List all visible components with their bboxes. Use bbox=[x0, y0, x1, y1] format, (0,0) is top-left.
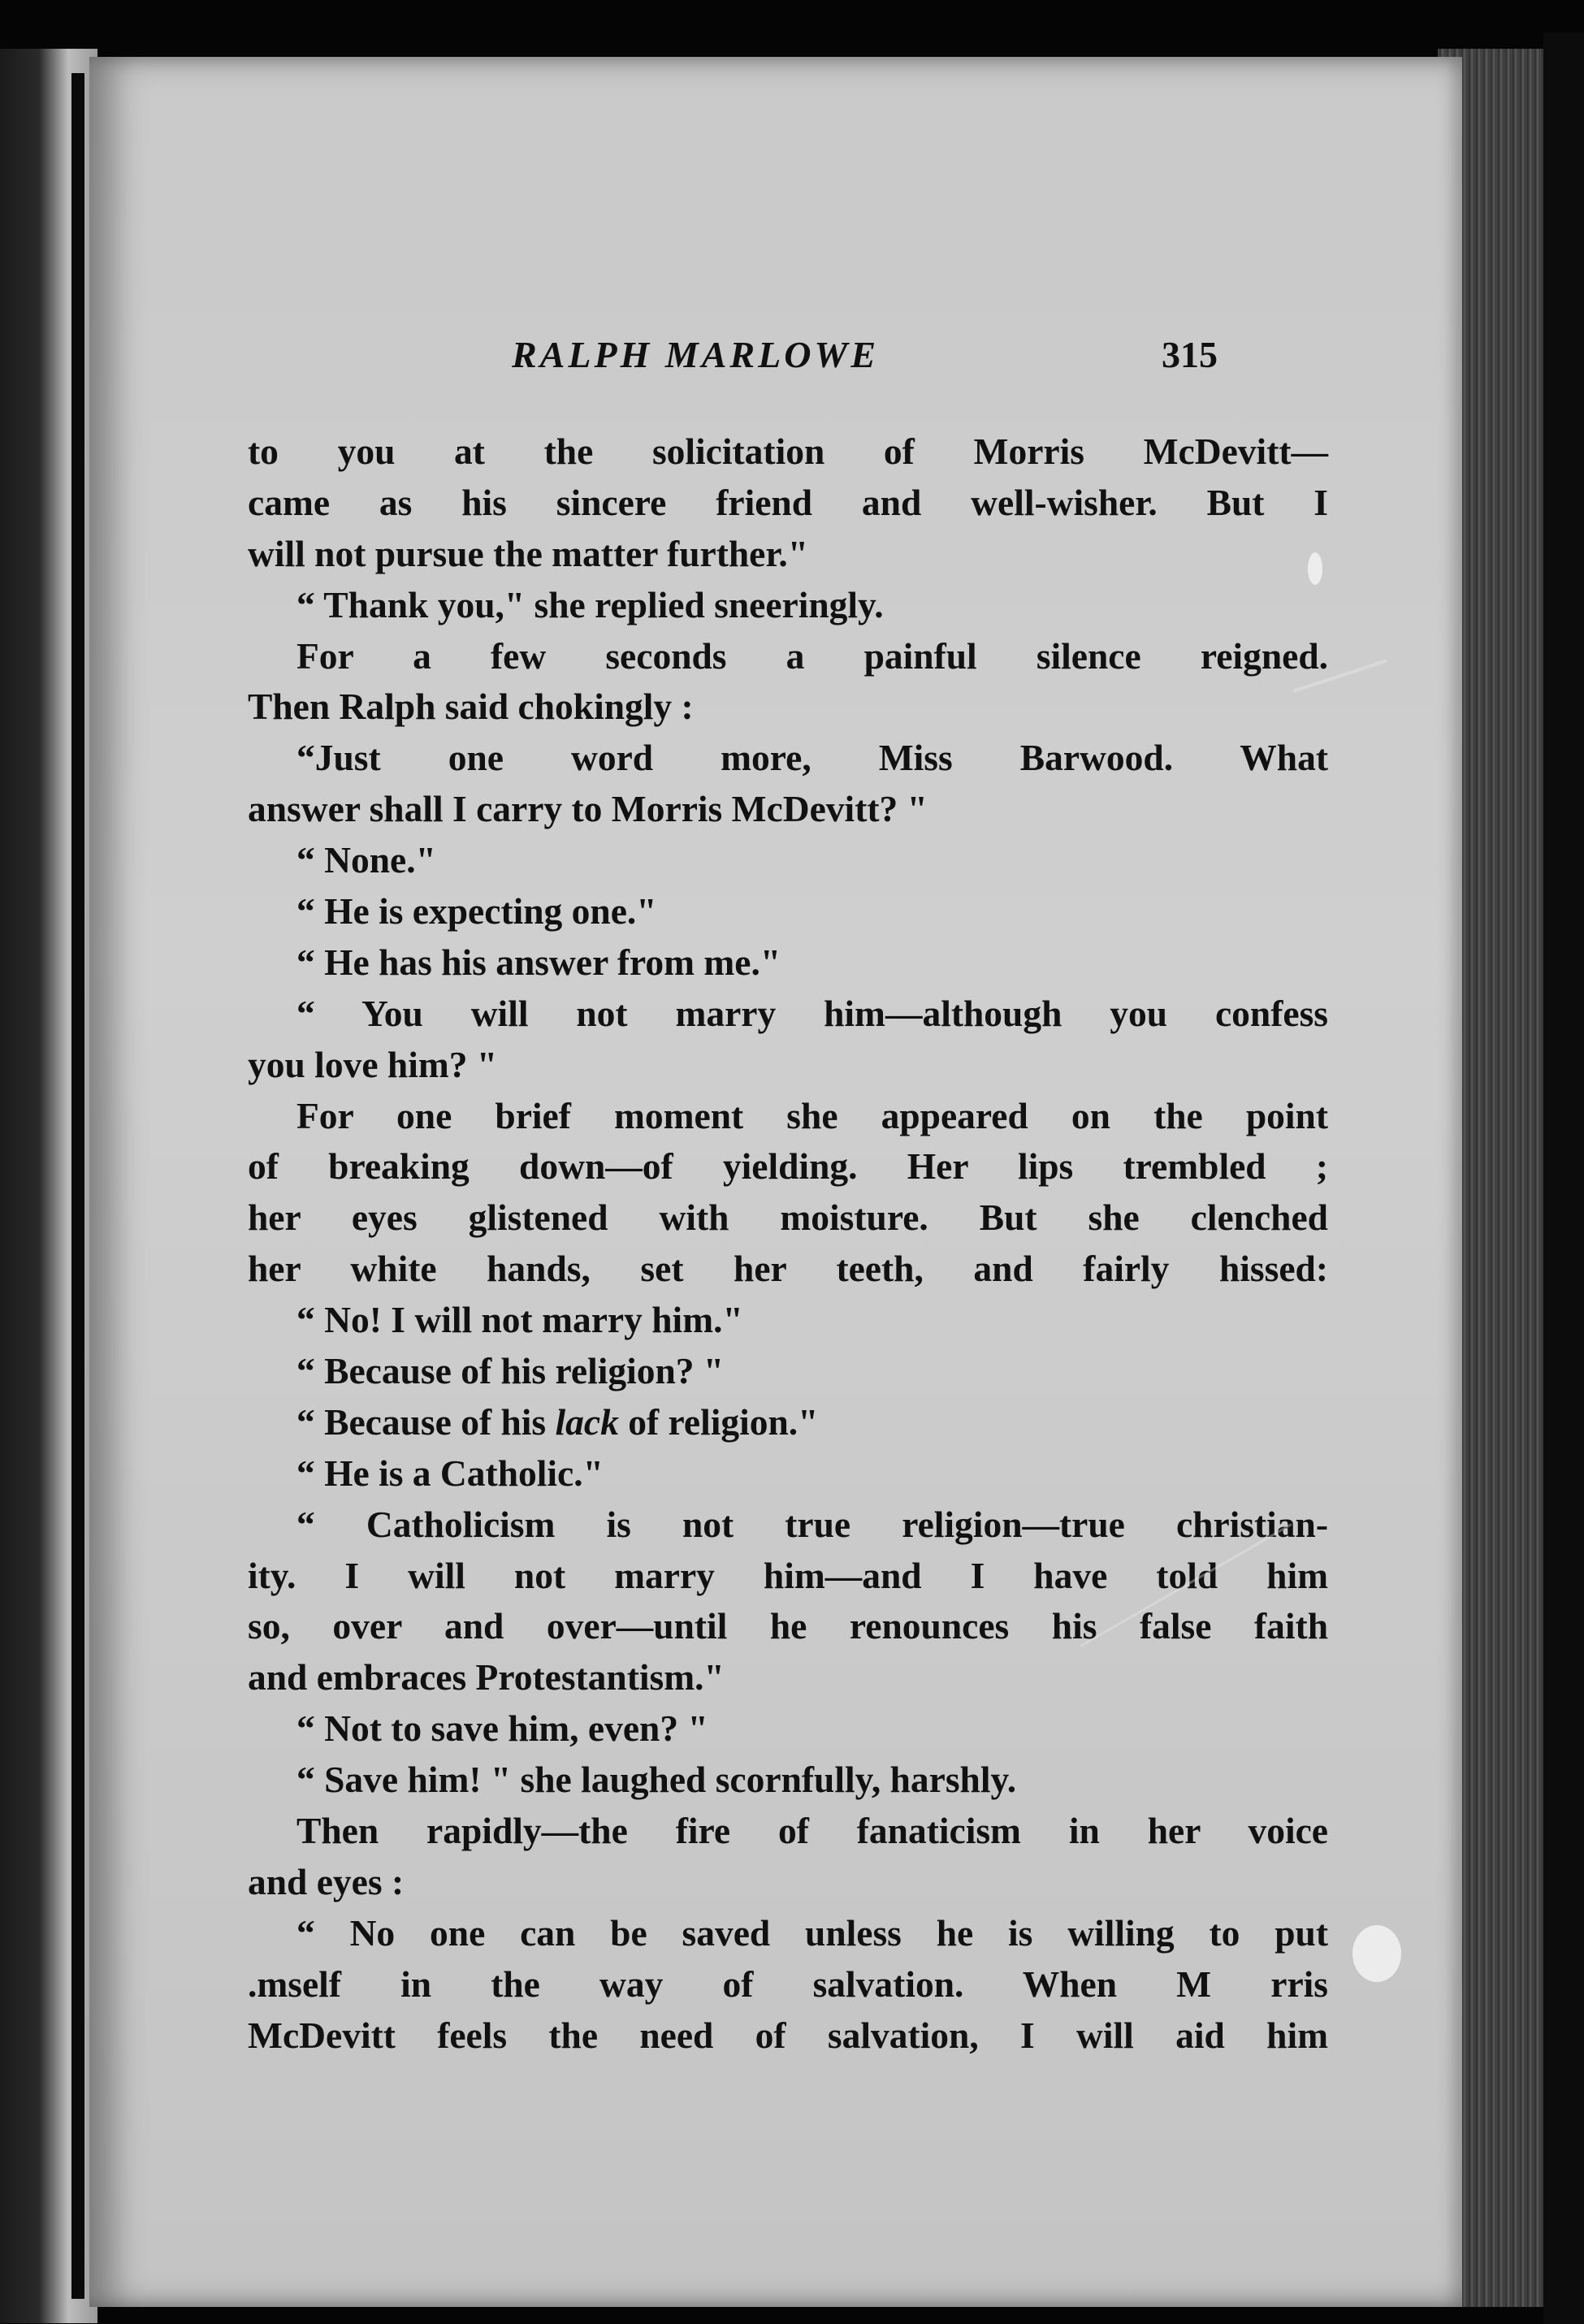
text-span: “ Because of his bbox=[296, 1400, 556, 1443]
text-line: “ He is a Catholic." bbox=[296, 1452, 604, 1494]
text-line: Then Ralph said chokingly : bbox=[248, 686, 694, 728]
text-line: “ You will not marry him—although you confess bbox=[296, 992, 1328, 1034]
page-number: 315 bbox=[1162, 334, 1218, 375]
text-line: For one brief moment she appeared on the point bbox=[296, 1094, 1328, 1136]
page bbox=[89, 57, 1462, 2307]
body-text bbox=[248, 426, 1328, 2062]
text-line: her eyes glistened with moisture. But she clenched bbox=[248, 1197, 1328, 1239]
text-line: her white hands, set her teeth, and fairly hissed: bbox=[248, 1248, 1328, 1290]
text-line: will not pursue the matter further." bbox=[248, 532, 809, 574]
text-line bbox=[248, 1397, 1328, 1448]
text-line: ity. I will not marry him—and I have told him bbox=[248, 1554, 1328, 1596]
text-line: Then rapidly—the fire of fanaticism in her voice bbox=[296, 1810, 1328, 1852]
text-line: “ Because of his religion? " bbox=[296, 1350, 725, 1392]
text-line: “ He is expecting one." bbox=[296, 890, 657, 933]
text-line: “ He has his answer from me." bbox=[296, 941, 781, 983]
text-line: so, over and over—until he renounces his false faith bbox=[248, 1605, 1328, 1647]
text-line: .mself in the way of salvation. When M rris bbox=[248, 1963, 1328, 2005]
text-line: For a few seconds a painful silence reigned. bbox=[296, 634, 1328, 677]
text-line: answer shall I carry to Morris McDevitt? " bbox=[248, 788, 928, 830]
text-line: came as his sincere friend and well-wisher. But I bbox=[248, 481, 1328, 523]
text-line: McDevitt feels the need of salvation, I will aid him bbox=[248, 2014, 1328, 2056]
text-line: “ None." bbox=[296, 839, 436, 881]
text-line: to you at the solicitation of Morris McDevitt— bbox=[248, 431, 1328, 472]
italic-word: lack bbox=[555, 1400, 619, 1443]
text-line: and eyes : bbox=[248, 1860, 405, 1902]
text-line: and embraces Protestantism." bbox=[248, 1656, 725, 1699]
text-span: of religion." bbox=[618, 1400, 819, 1443]
text-line: “ No one can be saved unless he is willing to put bbox=[296, 1911, 1328, 1954]
page-header bbox=[89, 333, 1462, 390]
running-title: RALPH MARLOWE bbox=[512, 334, 880, 375]
text-line: “ No! I will not marry him." bbox=[296, 1299, 743, 1341]
text-line: “Just one word more, Miss Barwood. What bbox=[296, 737, 1328, 779]
text-line: “ Not to save him, even? " bbox=[296, 1707, 708, 1750]
scan-speck bbox=[1352, 1925, 1401, 1982]
scan-speck bbox=[1308, 552, 1322, 585]
text-line: of breaking down—of yielding. Her lips trembled ; bbox=[248, 1145, 1328, 1188]
text-line: you love him? " bbox=[248, 1043, 498, 1085]
text-line: “ Thank you," she replied sneeringly. bbox=[296, 583, 884, 625]
text-line: “ Save him! " she laughed scornfully, harshly. bbox=[296, 1759, 1017, 1801]
scan-border bbox=[1543, 32, 1584, 2324]
text-line: “ Catholicism is not true religion—true christian- bbox=[296, 1503, 1328, 1545]
book-gutter bbox=[71, 73, 84, 2299]
